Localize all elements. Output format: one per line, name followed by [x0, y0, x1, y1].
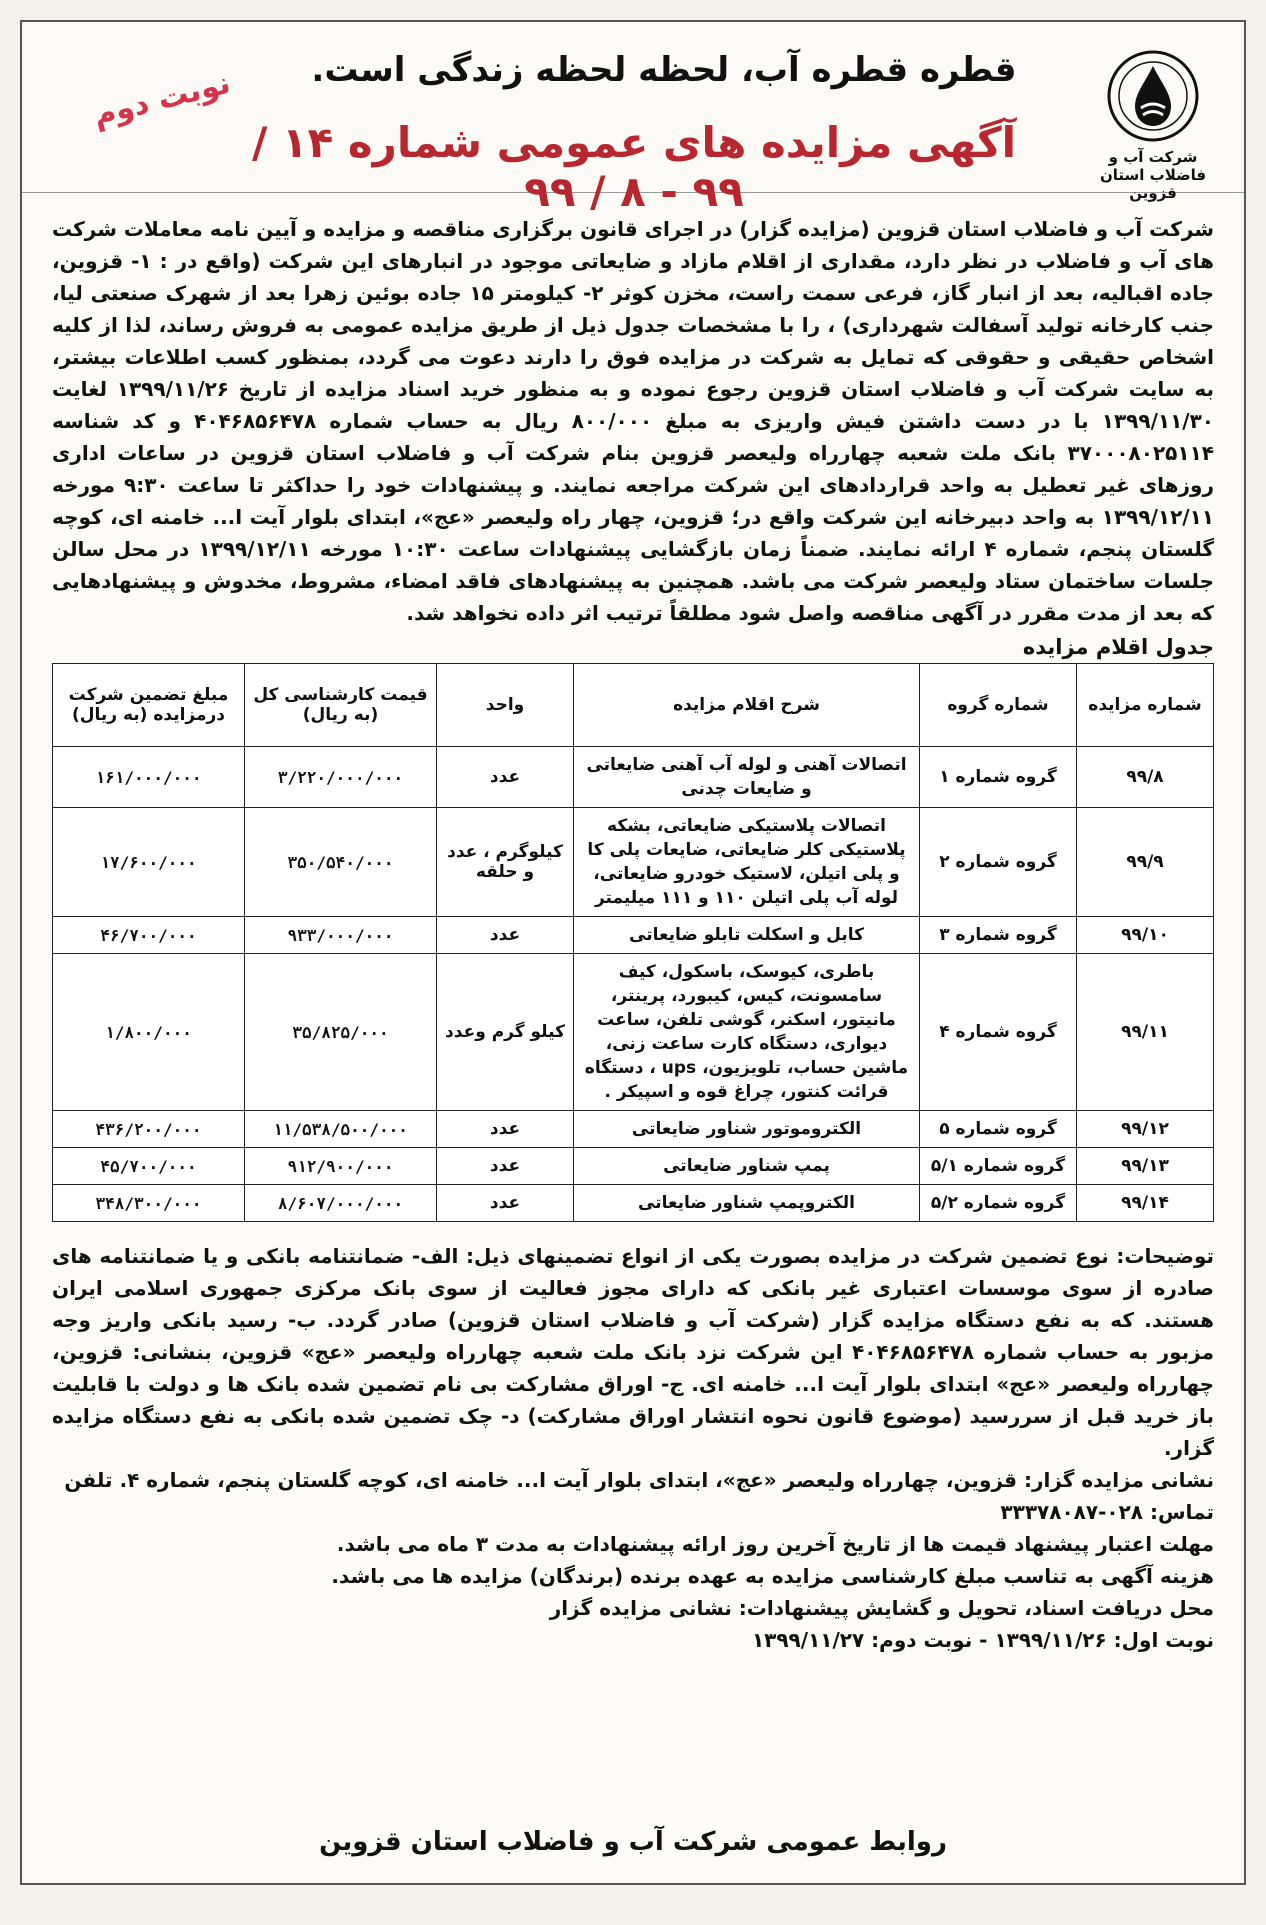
header-group-no: شماره گروه [920, 664, 1077, 747]
notes-paragraph: توضیحات: نوع تضمین شرکت در مزایده بصورت یکی از انواع تضمینهای ذیل: الف- ضمانتنامه بانکی و یا ضمانتنامه های صادره از سوی موسسات اعتباری غیر بانکی که دارای مجوز فعالیت از سوی بانک مرکزی جمهوری اسلامی ایران هستند. که به نفع دستگاه مزایده گزار (شرکت آب و فاضلاب استان قزوین) صادر گردد. ب- رسید بانکی واریز وجه مزبور به حساب شماره ۴۰۴۶۸۵۶۴۷۸ این شرکت نزد بانک ملت شعبه چهارراه ولیعصر «عج» قزوین، بنشانی: قزوین، چهارراه ولیعصر «عج» ابتدای بلوار آیت ا... خامنه ای. ج- اوراق مشارکت بی نام تضمین شده بانک ها و دولت با قابلیت باز خرید قبل از سررسید (موضوع قانون نحوه انتشار اوراق مشارکت) د- چک تضمین شده بانکی به نفع دستگاه مزایده گزار. [52, 1244, 1214, 1460]
cell-auction-no: ۹۹/۹ [1077, 808, 1214, 917]
cell-description: الکتروپمپ شناور ضایعاتی [574, 1185, 920, 1222]
advertisement-page [20, 20, 1246, 1885]
water-drop-logo-icon [1105, 48, 1201, 144]
header-auction-no: شماره مزایده [1077, 664, 1214, 747]
cell-description: باطری، کیوسک، باسکول، کیف سامسونت، کیس، کیبورد، پرینتر، مانیتور، اسکنر، گوشی تلفن، ساعت دیواری، دستگاه کارت ساعت زنی، ماشین حساب، تلویزیون، ups ، دستگاه قرائت کنتور، چراغ قوه و اسپیکر . [574, 954, 920, 1111]
cell-expert-price: ۹۳۳/۰۰۰/۰۰۰ [245, 917, 437, 954]
cell-group-no: گروه شماره ۳ [920, 917, 1077, 954]
header-description: شرح اقلام مزایده [574, 664, 920, 747]
table-row [53, 954, 1214, 1111]
auction-items-table [52, 663, 1214, 1222]
slogan: قطره قطره آب، لحظه لحظه زندگی است. [311, 50, 1017, 90]
cell-unit: کیلوگرم ، عدد و حلقه [437, 808, 574, 917]
cell-unit: عدد [437, 917, 574, 954]
cell-guarantee: ۱۷/۶۰۰/۰۰۰ [53, 808, 245, 917]
cell-group-no: گروه شماره ۱ [920, 747, 1077, 808]
cell-unit: عدد [437, 1148, 574, 1185]
cell-auction-no: ۹۹/۱۳ [1077, 1148, 1214, 1185]
cell-guarantee: ۴۳۶/۲۰۰/۰۰۰ [53, 1111, 245, 1148]
footer-signature: روابط عمومی شرکت آب و فاضلاب استان قزوین [319, 1827, 947, 1857]
table-row [53, 1185, 1214, 1222]
header-expert-price: قیمت کارشناسی کل (به ریال) [245, 664, 437, 747]
cell-expert-price: ۱۱/۵۳۸/۵۰۰/۰۰۰ [245, 1111, 437, 1148]
cell-auction-no: ۹۹/۱۱ [1077, 954, 1214, 1111]
page-title: آگهی مزایده های عمومی شماره ۱۴ / ۹۹ - ۸ / ۹۹ [251, 118, 1017, 216]
validity-line: مهلت اعتبار پیشنهاد قیمت ها از تاریخ آخرین روز ارائه پیشنهادات به مدت ۳ ماه می باشد. [336, 1532, 1214, 1556]
cell-unit: عدد [437, 1185, 574, 1222]
cost-line: هزینه آگهی به تناسب مبلغ کارشناسی مزایده به عهده برنده (برندگان) مزایده ها می باشد. [331, 1564, 1214, 1588]
cell-group-no: گروه شماره ۵/۲ [920, 1185, 1077, 1222]
table-row [53, 1111, 1214, 1148]
cell-description: اتصالات آهنی و لوله آب آهنی ضایعاتی و ضایعات چدنی [574, 747, 920, 808]
cell-guarantee: ۴۵/۷۰۰/۰۰۰ [53, 1148, 245, 1185]
cell-auction-no: ۹۹/۸ [1077, 747, 1214, 808]
cell-group-no: گروه شماره ۵ [920, 1111, 1077, 1148]
cell-unit: عدد [437, 1111, 574, 1148]
logo-caption: شرکت آب و فاضلاب استان قزوین [1099, 148, 1207, 202]
cell-guarantee: ۱۶۱/۰۰۰/۰۰۰ [53, 747, 245, 808]
cell-guarantee: ۴۶/۷۰۰/۰۰۰ [53, 917, 245, 954]
company-logo [1084, 48, 1222, 202]
cell-guarantee: ۳۴۸/۳۰۰/۰۰۰ [53, 1185, 245, 1222]
cell-auction-no: ۹۹/۱۴ [1077, 1185, 1214, 1222]
table-row [53, 917, 1214, 954]
header-unit: واحد [437, 664, 574, 747]
cell-unit: کیلو گرم وعدد [437, 954, 574, 1111]
cell-group-no: گروه شماره ۵/۱ [920, 1148, 1077, 1185]
cell-expert-price: ۹۱۲/۹۰۰/۰۰۰ [245, 1148, 437, 1185]
table-title: جدول اقلام مزایده [1022, 635, 1214, 659]
cell-description: اتصالات پلاستیکی ضایعاتی، بشکه پلاستیکی کلر ضایعاتی، ضایعات پلی کا و پلی اتیلن، لاستیک خودرو ضایعاتی، لوله آب پلی اتیلن ۱۱۰ و ۱۱۱ میلیمتر [574, 808, 920, 917]
header-guarantee: مبلغ تضمین شرکت درمزایده (به ریال) [53, 664, 245, 747]
cell-expert-price: ۳۵۰/۵۴۰/۰۰۰ [245, 808, 437, 917]
cell-group-no: گروه شماره ۲ [920, 808, 1077, 917]
dates-line: نوبت اول: ۱۳۹۹/۱۱/۲۶ - نوبت دوم: ۱۳۹۹/۱۱/۲۷ [751, 1628, 1214, 1652]
cell-description: الکتروموتور شناور ضایعاتی [574, 1111, 920, 1148]
cell-auction-no: ۹۹/۱۰ [1077, 917, 1214, 954]
table-header-row [53, 664, 1214, 747]
cell-auction-no: ۹۹/۱۲ [1077, 1111, 1214, 1148]
table-row [53, 747, 1214, 808]
cell-expert-price: ۸/۶۰۷/۰۰۰/۰۰۰ [245, 1185, 437, 1222]
cell-group-no: گروه شماره ۴ [920, 954, 1077, 1111]
cell-unit: عدد [437, 747, 574, 808]
header [22, 22, 1244, 216]
table-row [53, 808, 1214, 917]
intro-paragraph: شرکت آب و فاضلاب استان قزوین (مزایده گزار) در اجرای قانون برگزاری مناقصه و مزایده و آیین نامه معاملات شرکت های آب و فاضلاب در نظر دارد، مقداری از اقلام مازاد و ضایعاتی موجود در انبارهای این شرکت (واقع در : ۱- قزوین، جاده اقبالیه، بعد از انبار گاز، فرعی سمت راست، مخزن کوثر ۲- کیلومتر ۱۵ جاده بوئین زهرا بعد از شهرک صنعتی لیا، جنب کارخانه تولید آسفالت شهرداری) ، را با مشخصات جدول ذیل از طریق مزایده عمومی به فروش رساند، لذا از کلیه اشخاص حقیقی و حقوقی که تمایل به شرکت در مزایده فوق را دارند دعوت می گردد، بمنظور کسب اطلاعات بیشتر، به سایت شرکت آب و فاضلاب استان قزوین رجوع نموده و به منظور خرید اسناد مزایده از تاریخ ۱۳۹۹/۱۱/۲۶ لغایت ۱۳۹۹/۱۱/۳۰ با در دست داشتن فیش واریزی به مبلغ ۸۰۰/۰۰۰ ریال به حساب شماره ۴۰۴۶۸۵۶۴۷۸ و کد شناسه ۳۷۰۰۰۸۰۲۵۱۱۴ بانک ملت شعبه چهارراه ولیعصر قزوین بنام شرکت آب و فاضلاب استان قزوین در ساعات اداری روزهای غیر تعطیل به واحد قراردادهای این شرکت مراجعه نمایند. و پیشنهادات خود را حداکثر تا ساعت ۹:۳۰ مورخه ۱۳۹۹/۱۲/۱۱ به واحد دبیرخانه این شرکت واقع در؛ قزوین، چهار راه ولیعصر «عج»، ابتدای بلوار آیت ا... خامنه ای، کوچه گلستان پنجم، شماره ۴ ارائه نمایند. ضمناً زمان بازگشایی پیشنهادات ساعت ۱۰:۳۰ مورخه ۱۳۹۹/۱۲/۱۱ در محل سالن جلسات ساختمان ستاد ولیعصر شرکت می باشد. همچنین به پیشنهادهای فاقد امضاء، مشروط، مخدوش و پیشنهادهایی که بعد از مدت مقرر در آگهی مناقصه واصل شود مطلقاً ترتیب اثر داده نخواهد شد. [52, 217, 1215, 625]
cell-description: پمپ شناور ضایعاتی [574, 1148, 920, 1185]
cell-expert-price: ۳۵/۸۲۵/۰۰۰ [245, 954, 437, 1111]
cell-expert-price: ۳/۲۲۰/۰۰۰/۰۰۰ [245, 747, 437, 808]
second-notice-stamp: نوبت دوم [89, 65, 234, 134]
table-row [53, 1148, 1214, 1185]
address-line: نشانی مزایده گزار: قزوین، چهارراه ولیعصر «عج»، ابتدای بلوار آیت ا... خامنه ای، کوچه گلستان پنجم، شماره ۴. تلفن تماس: ۰۲۸-۳۳۳۷۸۰۸۷ [64, 1468, 1214, 1524]
cell-description: کابل و اسکلت تابلو ضایعاتی [574, 917, 920, 954]
cell-guarantee: ۱/۸۰۰/۰۰۰ [53, 954, 245, 1111]
delivery-line: محل دریافت اسناد، تحویل و گشایش پیشنهادات: نشانی مزایده گزار [549, 1596, 1214, 1620]
